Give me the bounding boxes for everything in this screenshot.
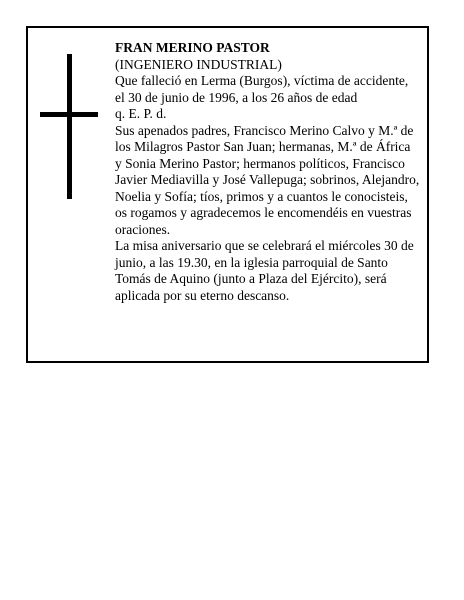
death-info: Que falleció en Lerma (Burgos), víctima de accidente, el 30 de junio de 1996, a los 26 años de edad bbox=[115, 73, 409, 105]
cross-vertical-bar bbox=[67, 54, 72, 199]
cross-horizontal-bar bbox=[40, 112, 98, 117]
rip-line: q. E. P. d. bbox=[115, 106, 167, 121]
deceased-name: FRAN MERINO PASTOR bbox=[115, 40, 270, 55]
deceased-profession: (INGENIERO INDUSTRIAL) bbox=[115, 56, 282, 72]
obituary-notice bbox=[26, 26, 429, 363]
mass-paragraph: La misa aniversario que se celebrará el miércoles 30 de junio, a las 19.30, en la iglesia parroquial de Santo Tomás de Aquino (junto a Plaza del Ejército), será aplicada por su eterno descanso. bbox=[115, 238, 414, 303]
notice-text bbox=[115, 40, 420, 304]
family-paragraph: Sus apenados padres, Francisco Merino Calvo y M.ª de los Milagros Pastor San Juan; hermanas, M.ª de África y Sonia Merino Pastor; hermanos políticos, Francisco Javier Mediavilla y José Vallepuga; sobrinos, Alejandro, Noelia y Sofía; tíos, primos y a cuantos le conocisteis, os rogamos y agradecemos le encomendéis en vuestras oraciones. bbox=[115, 122, 420, 237]
cross-icon bbox=[40, 54, 98, 199]
